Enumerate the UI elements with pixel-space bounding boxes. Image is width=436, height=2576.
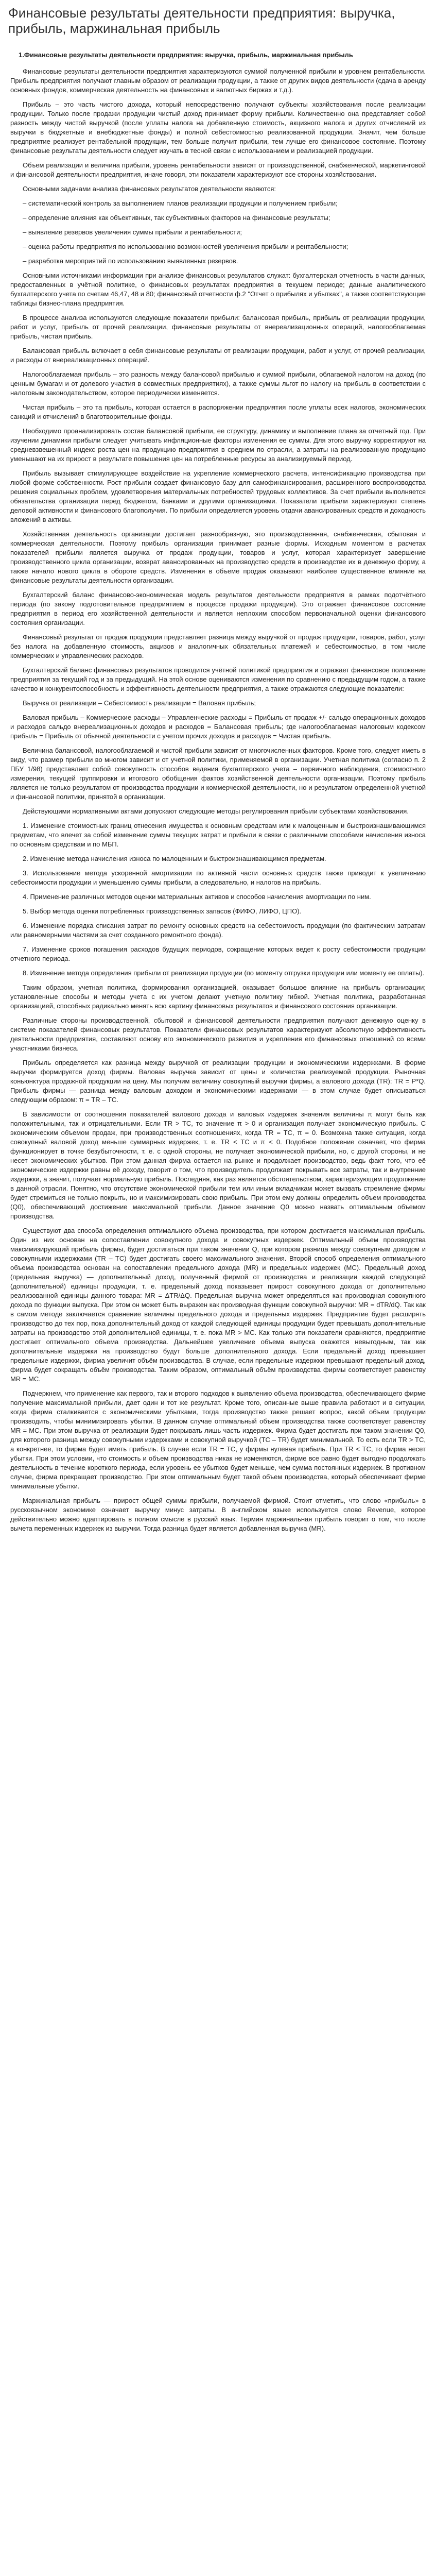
paragraph: Прибыль вызывает стимулирующее воздействие на укрепление коммерческого расчета, интенсификацию производства при любой форме собственности. Рост прибыли создает финансовую базу для самофинансирования, расширенного воспроизводства решения социальных проблем, удовлетворения материальных потребностей трудовых коллективов. За счет прибыли выполняется обязательства организации перед бюджетом, банками и другими организациями. Показатели прибыли характеризуют степень деловой активности и финансового благополучия. По прибыли определяется уровень отдачи авансированных средств и доходность вложений в активы.	[10, 469, 426, 523]
list-item: – выявление резервов увеличения суммы прибыли и рентабельности;	[23, 228, 242, 236]
paragraph: Финансовые результаты деятельности предприятия характеризуются суммой полученной прибыли и уровнем рентабельности. Прибыль предприятия получают главным образом от реализации продукции, а также от других видов деятельности (сдача в аренду основных фондов, коммерческая деятельность на финансовых и валютных биржах и т.д.).	[10, 67, 426, 94]
section-heading: 1.Финансовые результаты деятельности предприятия: выручка, прибыль, маржинальная прибыль	[19, 51, 353, 59]
paragraph: Основными источниками информации при анализе финансовых результатов служат: бухгалтерская отчетность в части данных, предоставленных в учётной политике, о финансовых результатах предприятия в текущем периоде; данные аналитического бухгалтерского учета по счетам 46,47, 48 и 80; финансовый отчетности ф.2 "Отчет о прибылях и убытках", а также соответствующие таблицы бизнес-плана предприятия.	[10, 272, 426, 307]
paragraph: Необходимо проанализировать состав балансовой прибыли, ее структуру, динамику и выполнение плана за отчетный год. При изучении динамики прибыли следует учитывать инфляционные факторы изменения ее суммы. Для этого выручку корректируют на средневзвешенный индекс роста цен на продукцию предприятия в среднем по отрасли, а затраты на реализованную продукцию уменьшают на их прирост в результате повышения цен на потребленные ресурсы за анализируемый период.	[10, 427, 426, 463]
list-item: – систематический контроль за выполнением планов реализации продукции и получением прибыли;	[23, 199, 338, 207]
document-body	[8, 50, 428, 1533]
list-item: – определение влияния как объективных, так субъективных факторов на финансовые результаты;	[23, 214, 330, 222]
list-item: 1. Изменение стоимостных границ отнесения имущества к основным средствам или к малоценным и быстроизнашивающимся предметам, что влечет за собой изменение суммы текущих затрат и прибыли в связи с различными способами начисления износа по основным средствам и по МБП.	[10, 822, 426, 848]
paragraph: Налогооблагаемая прибыль – это разность между балансовой прибылью и суммой прибыли, облагаемой налогом на доход (по ценным бумагам и от долевого участия в совместных предприятиях), а также суммы льгот по налогу на прибыль в соответствии с налоговым законодательством, которое периодически изменяется.	[10, 370, 426, 397]
paragraph: Прибыль определяется как разница между выручкой от реализации продукции и экономическими издержками. В форме выручки формируется доход фирмы. Валовая выручка зависит от цены и количества реализуемой продукции. Рыночная коньюнктура продажной продукции на цену. Мы получим величину совокупный выручки фирмы, а валового дохода (TR): TR = P*Q. Прибыль фирмы — разница между валовым доходом и экономическими издержками — в этом случае будет описываться следующим образом: π = TR – TC.	[10, 1059, 426, 1104]
paragraph: Балансовая прибыль включает в себя финансовые результаты от реализации продукции, работ и услуг, от прочей реализации, и расходы от внереализационных операций.	[10, 347, 426, 364]
paragraph: Бухгалтерский баланс финансово-экономическая модель результатов деятельности предприятия в рамках подотчётного периода (по закону подготовительное предприятием в процессе продажи продукции). Это отражает финансовое состояние предприятия в период его хозяйственной деятельности и является неплохим способом первоначальной оценки финансового состояния организации.	[10, 591, 426, 626]
list-item: 7. Изменение сроков погашения расходов будущих периодов, сокращение которых ведет к росту себестоимости продукции отчетного периода.	[10, 945, 426, 962]
paragraph: Существуют два способа определения оптимального объема производства, при котором достигается максимальная прибыль. Один из них основан на сопоставлении совокупного дохода и совокупных издержек. Оптимальный объем производства максимизирующий прибыль фирмы, будет достигаться при таком значении Q, при котором разница между совокупным доходом и совокупными издержками (TR – TC) будет достигать своего максимального значения. Второй способ определения оптимального объема производства основан на сопоставлении предельного дохода (MR) и предельных издержек (MC). Предельный доход (предельная выручка) — дополнительный доход, полученный фирмой от производства и реализации каждой следующей (дополнительной) единицы продукции, т. е. предельный доход показывает прирост совокупного дохода от дополнительно реализованной единицы данного товара: MR = ΔTR/ΔQ. Предельная выручка может определяться как производная совокупного дохода по функции выпуска. При этом он может быть выражен как производная функции совокупной выручки: MR = dTR/dQ. Так как в самом методе заключается сравнение величины предельного дохода и предельных издержек. Предприятие будет расширять производство до тех пор, пока дополнительный доход от каждой следующей единицы продукции будет превышать дополнительные затраты на производство этой дополнительной единицы, т. е. пока MR > MC. Как только эти показатели сравняются, предприятие достигает оптимального объема производства. Дальнейшее увеличение объема выпуска окажется невыгодным, так как дополнительные издержки на производство будут больше дополнительного дохода. Если предельный доход превышает предельные издержки, фирма увеличит объём производства. В случае, если предельные издержки превышают предельный доход, фирма будет сокращать объём производства. Таким образом, оптимальный объём производства фирмы соответствует равенству MR = MC.	[10, 1227, 426, 1383]
page-title: Финансовые результаты деятельности предприятия: выручка, прибыль, маржинальная прибыль	[8, 5, 395, 36]
paragraph: В процессе анализа используются следующие показатели прибыли: балансовая прибыль, прибыль от реализации продукции, работ и услуг, прибыль от прочей реализации, финансовые результаты от внереализационных операций, налогооблагаемая прибыль, чистая прибыль.	[10, 314, 426, 340]
paragraph: Валовая прибыль – Коммерческие расходы – Управленческие расходы = Прибыль от продаж +/- сальдо операционных доходов и расходов сальдо внереализационных доходов и расходов = Балансовая прибыль; где налогооблагаемая налоговым кодексом прибыль = Прибыль от обычной деятельности с учетом прочих доходов и расходов = Чистая прибыль.	[10, 714, 426, 740]
paragraph: В зависимости от соотношения показателей валового дохода и валовых издержек значения величины π могут быть как положительными, так и отрицательными. Если TR > TC, то значение π > 0 и организация получает экономическую прибыль. С экономическим объемом продаж, при производственных соотношениях, когда TR = TC, π = 0. Возможна также ситуация, когда совокупный валовой доход меньше суммарных издержек, т. е. TR < TC и π < 0. Подобное положение означает, что фирма функционирует в точке безубыточности, т. е. с одной стороны, не получает экономической прибыли, но, с другой стороны, и не несет экономических убытков. При этом данная фирма остается на рынке и продолжает производство, ведь факт того, что её экономические издержки равны её доходу, говорит о том, что производитель продолжает покрывать все затраты, так и внутренние издержки, а значит, получает нормальную прибыль. Последняя, как раз является обстоятельством, характеризующим продолжение в данной отрасли. Понятно, что отсутствие экономической прибыли тем или иным вкладчикам может вызвать стремление фирмы будет стремиться не только покрыть, но и максимизировать свою прибыль. При этом ему должны определить объем производства (Q0), обеспечивающий достижение максимальной прибыли. Данное значение Q0 можно назвать оптимальным объемом производства.	[10, 1110, 426, 1220]
list-item: 5. Выбор метода оценки потребленных производственных запасов (ФИФО, ЛИФО, ЦПО).	[23, 907, 302, 915]
paragraph: Финансовый результат от продаж продукции представляет разница между выручкой от продаж продукции, товаров, работ, услуг без налога на добавленную стоимость, акцизов и аналогичных обязательных платежей и себестоимостью, в том числе коммерческих и управленческих расходов.	[10, 633, 426, 659]
paragraph: Чистая прибыль – это та прибыль, которая остается в распоряжении предприятия после уплаты всех налогов, экономических санкций и отчислений в благотворительные фонды.	[10, 403, 426, 420]
paragraph: Маржинальная прибыль — прирост общей суммы прибыли, получаемой фирмой. Стоит отметить, что слово «прибыль» в русскоязычном экономике означает выручку минус затраты. В английском языке используется слово Revenue, которое действительно можно адаптировать в полном смысле в русский язык. Термин маржинальная прибыль говорит о том, что после вычета переменных издержек из выручки. Тогда разница будет является добавленная выручка (MR).	[10, 1497, 426, 1532]
paragraph: Величина балансовой, налогооблагаемой и чистой прибыли зависит от многочисленных факторов. Кроме того, следует иметь в виду, что размер прибыли во многом зависит и от учетной политики, применяемой в организации. Учетная политика (согласно п. 2 ПБУ 1/98) представляет собой совокупность способов ведения бухгалтерского учета – первичного наблюдения, стоимостного измерения, текущей группировки и итогового обобщения фактов хозяйственной деятельности организации. Поэтому прибыль является не только результатом от производства продукции и коммерческой деятельности, но и результатом определенной учетной и финансовой политики, принятой в организации.	[10, 747, 426, 801]
paragraph: Бухгалтерский баланс финансовых результатов проводится учётной политикой предприятия и отражает финансовое положение предприятия за текущий год и за предыдущий. На этой основе оцениваются изменения по сравнению с предыдущим годом, а также качество и конкурентоспособность и эффективность деятельности предприятия, а также отражаются следующие показатели:	[10, 666, 426, 692]
list-item: 6. Изменение порядка списания затрат по ремонту основных средств на себестоимость продукции (по фактическим затратам или равномерными частями за счет созданного ремонтного фонда).	[10, 922, 426, 939]
paragraph: Подчеркнем, что применение как первого, так и второго подходов к выявлению объема производства, обеспечивающего фирме получение максимальной прибыли, дает один и тот же результат. Кроме того, описанные выше правила работают и в ситуации, когда фирма сталкивается с экономическими убытками, тогда производство также решает вопрос, какой объем продукции производить, чтобы минимизировать убытки. В данном случае оптимальный объем производства также соответствует равенству MR = MC. При этом выручка от реализации будет покрывать лишь часть издержек. Фирма будет достигать при таком значении Q0, для которого разница между совокупными издержками и совокупной выручкой (TC – TR) будет минимальной. То есть если TR > TC, а конкретнее, то фирма будет иметь прибыль. В случае если TR = TC, у фирмы нулевая прибыль. При TR < TC, то фирма несет убытки. При этом условии, что стоимость и объем производства никак не изменяются, фирме все равно будет выгодно продолжать деятельность в течение короткого периода, если уровень ее убытков будет меньше, чем сумма постоянных издержек. В противном случае, фирма прекращает производство. При этом оптимальным будет такой объем производства, который обеспечивает фирме минимальные убытки.	[10, 1389, 426, 1490]
list-item: – разработка мероприятий по использованию выявленных резервов.	[23, 257, 238, 265]
paragraph: Таким образом, учетная политика, формирования организацией, оказывает большое влияние на прибыль организации; установленные способы и методы учета с их учетом делают учетную политику гибкой. Учетная политика, разработанная организацией, способных радикально менять всю картину финансовых результатов и финансового состояния организации.	[10, 984, 426, 1010]
paragraph: Основными задачами анализа финансовых результатов деятельности являются:	[23, 185, 276, 193]
list-item: 3. Использование метода ускоренной амортизации по активной части основных средств также приводит к увеличению себестоимости продукции и уменьшению суммы прибыли, а следовательно, и налогов на прибыль.	[10, 869, 426, 886]
paragraph: Выручка от реализации – Себестоимость реализации = Валовая прибыль;	[23, 699, 256, 707]
list-item: 2. Изменение метода начисления износа по малоценным и быстроизнашивающимся предметам.	[23, 855, 326, 862]
paragraph: Объем реализации и величина прибыли, уровень рентабельности зависят от производственной, снабженческой, маркетинговой и финансовой деятельности предприятия, иначе говоря, эти показатели характеризуют все стороны хозяйствования.	[10, 161, 426, 178]
paragraph: Прибыль – это часть чистого дохода, который непосредственно получают субъекты хозяйствования после реализации продукции. Только после продажи продукции чистый доход принимает форму прибыли. Количественно она представляет собой разность между чистой выручкой (после уплаты налога на добавленную стоимость, акцизного налога и других отчислений из выручки в бюджетные и внебюджетные фонды) и полной себестоимостью реализованной продукции. Значит, чем больше предприятие реализует рентабельной продукции, тем больше получит прибыли, тем лучше его финансовое состояние. Поэтому финансовые результаты деятельности следует изучать в тесной связи с использованием и реализацией продукции.	[10, 100, 426, 155]
paragraph: Действующими нормативными актами допускают следующие методы регулирования прибыли субъектами хозяйствования.	[23, 807, 409, 815]
list-item: 4. Применение различных методов оценки материальных активов и способов начисления амортизации по ним.	[23, 893, 371, 901]
paragraph: Хозяйственная деятельность организации достигает разнообразную, это производственная, снабженческая, сбытовая и коммерческая деятельности. Поэтому прибыль организации принимает разные формы. Исходным моментом в расчетах показателей прибыли является выручка от продаж продукции, товаров и услуг, которая характеризует завершение производственного цикла организации, возврат авансированных на производство средств в производстве их в денежную форму, а также начало нового цикла в обороте средств. Изменения в объеме продаж оказывают наиболее существенное влияние на финансовые результаты деятельности организации.	[10, 530, 426, 584]
paragraph: Различные стороны производственной, сбытовой и финансовой деятельности предприятия получают денежную оценку в системе показателей финансовых результатов. Показатели финансовых результатов характеризуют абсолютную эффективность деятельности предприятия, составляют основу его экономического развития и укрепления его финансовых отношений со всеми участниками бизнеса.	[10, 1016, 426, 1052]
list-item: 8. Изменение метода определения прибыли от реализации продукции (по моменту отгрузки продукции или моменту ее оплаты).	[23, 969, 425, 977]
list-item: – оценка работы предприятия по использованию возможностей увеличения прибыли и рентабельности;	[23, 243, 348, 250]
